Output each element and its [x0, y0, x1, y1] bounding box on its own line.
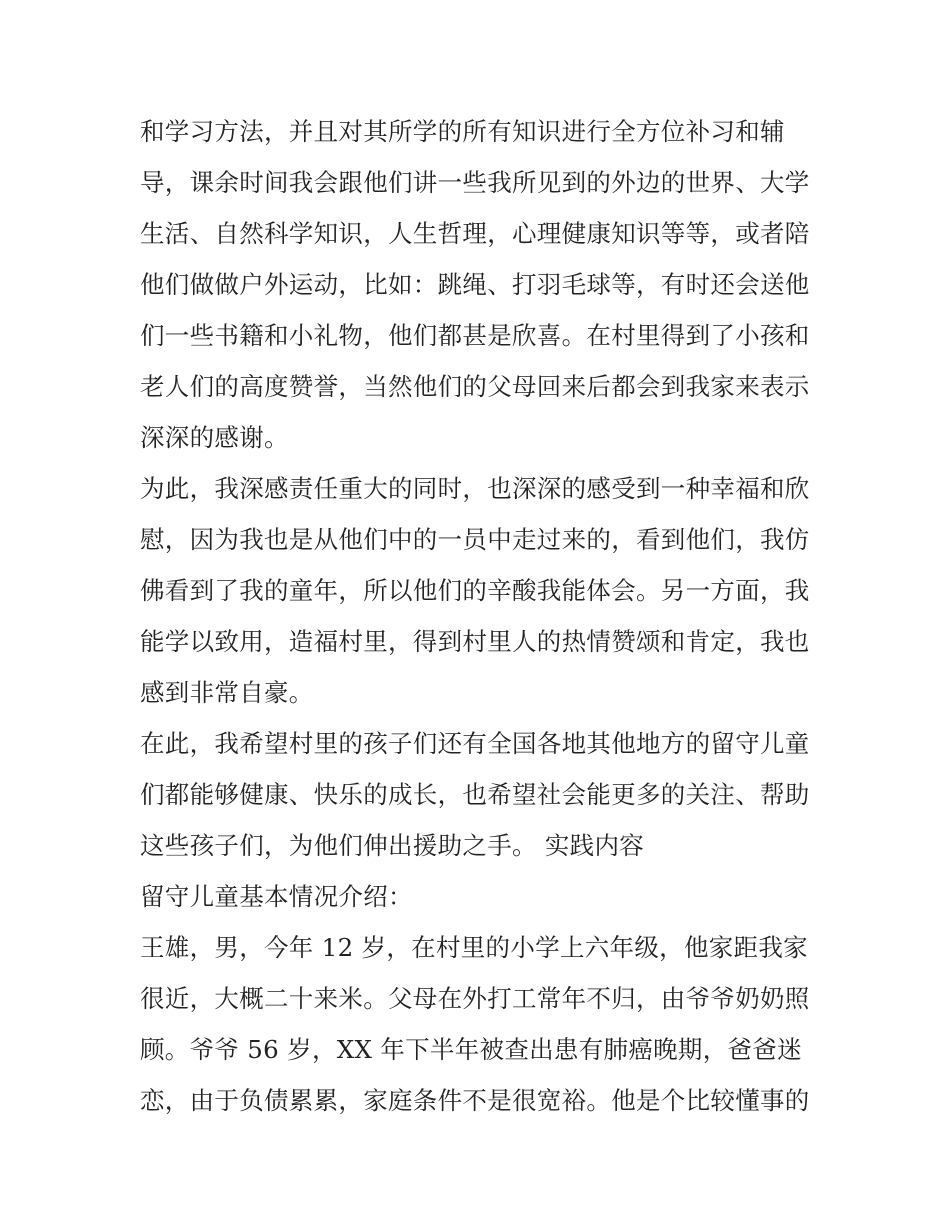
- text-line: 顾。爷爷 56 岁，XX 年下半年被查出患有肺癌晚期，爸爸迷: [140, 1035, 802, 1064]
- text-line: 能学以致用，造福村里，得到村里人的热情赞颂和肯定，我也: [140, 627, 810, 656]
- text-line: 很近，大概二十来米。父母在外打工常年不归，由爷爷奶奶照: [140, 984, 810, 1013]
- text-line: 和学习方法，并且对其所学的所有知识进行全方位补习和辅: [140, 117, 785, 146]
- body-text: [140, 106, 820, 1126]
- text-line: 感到非常自豪。: [140, 678, 314, 707]
- text-line: 在此，我希望村里的孩子们还有全国各地其他地方的留守儿童: [140, 729, 810, 758]
- text-line: 深深的感谢。: [140, 423, 289, 452]
- text-line: 导，课余时间我会跟他们讲一些我所见到的外边的世界、大学: [140, 168, 810, 197]
- text-line: 为此，我深感责任重大的同时，也深深的感受到一种幸福和欣: [140, 474, 810, 503]
- text-line: 留守儿童基本情况介绍：: [140, 882, 413, 911]
- text-line: 王雄，男，今年 12 岁，在村里的小学上六年级，他家距我家: [140, 933, 808, 962]
- text-line: 慰，因为我也是从他们中的一员中走过来的，看到他们，我仿: [140, 525, 810, 554]
- text-line: 这些孩子们，为他们伸出援助之手。 实践内容: [140, 831, 645, 860]
- text-line: 他们做做户外运动，比如：跳绳、打羽毛球等，有时还会送他: [140, 270, 810, 299]
- text-line: 佛看到了我的童年，所以他们的辛酸我能体会。另一方面，我: [140, 576, 810, 605]
- text-line: 生活、自然科学知识，人生哲理，心理健康知识等等，或者陪: [140, 219, 810, 248]
- text-line: 老人们的高度赞誉，当然他们的父母回来后都会到我家来表示: [140, 372, 810, 401]
- text-line: 们都能够健康、快乐的成长，也希望社会能更多的关注、帮助: [140, 780, 810, 809]
- text-line: 们一些书籍和小礼物，他们都甚是欣喜。在村里得到了小孩和: [140, 321, 810, 350]
- text-line: 恋，由于负债累累，家庭条件不是很宽裕。他是个比较懂事的: [140, 1086, 810, 1115]
